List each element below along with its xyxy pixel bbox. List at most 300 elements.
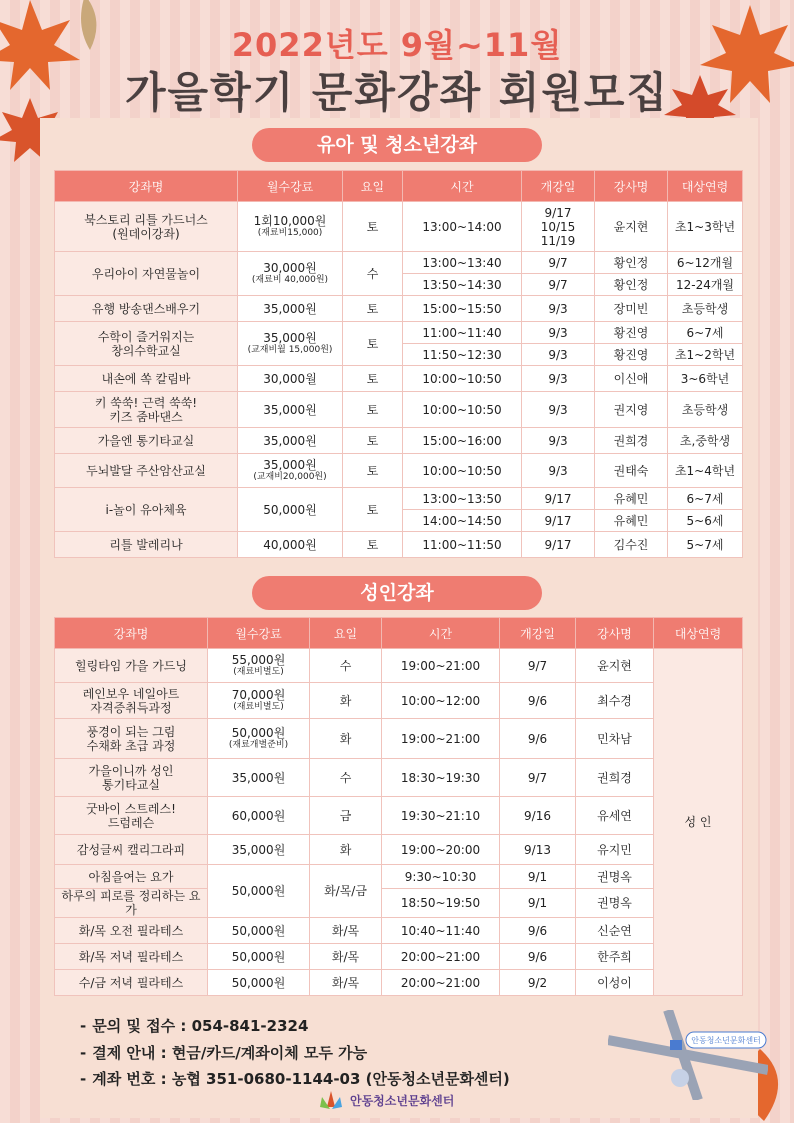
col-header-target: 대상연령 (668, 171, 743, 202)
fee-cell-text: 40,000원 (263, 537, 317, 552)
course-name-cell-text: 유행 방송댄스배우기 (91, 301, 201, 316)
youth-course-table (54, 170, 743, 558)
col-header-fee: 월수강료 (238, 171, 343, 202)
day-cell-text: 수 (339, 770, 352, 785)
start-cell-text: 9/16 (524, 808, 551, 823)
target-cell-text: 6~7세 (686, 491, 724, 506)
start-cell-text: 9/6 (527, 923, 548, 938)
fee-cell (208, 797, 310, 835)
fee-cell (208, 918, 310, 944)
time-cell (382, 970, 500, 996)
teacher-cell (595, 296, 668, 322)
course-name-cell-text: i-놀이 유아체육 (105, 502, 187, 517)
teacher-cell (576, 944, 654, 970)
day-cell-text: 화/목/금 (324, 884, 367, 898)
fee-cell-note: (재료비별도) (233, 667, 284, 677)
fee-cell-text: 30,000월 (263, 371, 317, 386)
course-name-cell-text: 가을이니까 성인 통기타교실 (88, 763, 174, 792)
time-cell (382, 719, 500, 759)
table-header-row (55, 171, 743, 202)
target-cell (668, 392, 743, 428)
time-cell-text: 10:00~10:50 (422, 463, 502, 478)
table-header-row (55, 618, 743, 649)
teacher-cell-text: 최수경 (597, 693, 632, 708)
teacher-cell-text: 장미빈 (613, 301, 649, 316)
adult-course-table (54, 617, 743, 996)
start-cell (500, 719, 576, 759)
start-cell (522, 488, 595, 510)
start-cell (522, 510, 595, 532)
time-cell-text: 19:00~20:00 (400, 842, 481, 857)
course-name-cell (55, 759, 208, 797)
day-cell-text: 화/목 (331, 923, 360, 938)
time-cell-text: 11:00~11:50 (422, 537, 502, 552)
fee-cell-note: (재료비별도) (233, 702, 284, 712)
teacher-cell (595, 454, 668, 488)
col-header-fee: 월수강료 (208, 618, 310, 649)
fee-cell-note: (교재비월 15,000원) (247, 345, 333, 355)
start-cell (522, 454, 595, 488)
course-name-cell-text: 리틀 발레리나 (109, 537, 183, 552)
start-cell (500, 970, 576, 996)
teacher-cell-text: 민차남 (597, 731, 632, 746)
start-cell-text: 9/7 (548, 277, 568, 292)
info-account (80, 1068, 510, 1089)
teacher-cell-text: 한주희 (597, 949, 632, 964)
day-cell (343, 202, 403, 252)
fee-cell (238, 322, 343, 366)
day-cell-text: 화 (339, 731, 352, 746)
fee-cell-text: 50,000원 (231, 949, 286, 964)
start-cell-text: 9/1 (527, 869, 548, 884)
bullet-dash: - (80, 1017, 87, 1035)
col-header-start: 개강일 (500, 618, 576, 649)
table-row (55, 488, 743, 510)
teacher-cell-text: 유세연 (597, 808, 632, 823)
start-cell (500, 649, 576, 683)
start-cell-text: 9/17 10/15 11/19 (540, 205, 576, 248)
time-cell-text: 14:00~14:50 (422, 513, 502, 528)
col-header-time: 시간 (382, 618, 500, 649)
col-header-target: 대상연령 (654, 618, 743, 649)
start-cell-text: 9/6 (527, 949, 548, 964)
start-cell (522, 428, 595, 454)
time-cell-text: 18:30~19:30 (400, 770, 481, 785)
course-name-cell (55, 366, 238, 392)
teacher-cell (576, 970, 654, 996)
day-cell (343, 488, 403, 532)
fee-cell-text: 35,000원 (263, 301, 317, 316)
start-cell-text: 9/17 (544, 491, 572, 506)
start-cell (500, 865, 576, 889)
course-name-cell (55, 889, 208, 918)
course-name-cell (55, 488, 238, 532)
start-cell (500, 797, 576, 835)
time-cell (382, 889, 500, 918)
fee-cell-note: (재료비 40,000원) (251, 275, 329, 285)
time-cell (403, 296, 522, 322)
time-cell-text: 20:00~21:00 (400, 975, 481, 990)
teacher-cell (576, 835, 654, 865)
col-header-course: 강좌명 (55, 171, 238, 202)
time-cell-text: 10:00~10:50 (422, 402, 502, 417)
teacher-cell (595, 344, 668, 366)
start-cell (500, 944, 576, 970)
teacher-cell-text: 권명옥 (597, 869, 632, 884)
col-header-day: 요일 (343, 171, 403, 202)
teacher-cell (576, 683, 654, 719)
fee-cell-text: 50,000원 (231, 726, 286, 740)
fee-cell (238, 532, 343, 558)
time-cell (382, 918, 500, 944)
day-cell (343, 296, 403, 322)
bullet-dash: - (80, 1044, 87, 1062)
fee-cell (238, 428, 343, 454)
time-cell (403, 344, 522, 366)
table-row (55, 322, 743, 344)
fee-cell (238, 296, 343, 322)
day-cell (310, 683, 382, 719)
teacher-cell (595, 532, 668, 558)
teacher-cell (595, 202, 668, 252)
teacher-cell-text: 권명옥 (597, 896, 632, 910)
target-cell-text: 5~6세 (686, 513, 724, 528)
time-cell (382, 797, 500, 835)
course-name-cell-text: 화/목 저녁 필라테스 (78, 949, 184, 964)
table-row (55, 296, 743, 322)
teacher-cell-text: 권희경 (613, 433, 649, 448)
course-name-cell-text: 레인보우 네일아트 자격증취득과정 (82, 686, 180, 715)
header-title: 가을학기 문화강좌 회원모집 (124, 68, 670, 117)
course-name-cell-text: 수학이 즐거워지는 창의수학교실 (97, 329, 195, 358)
day-cell (343, 428, 403, 454)
start-cell (500, 889, 576, 918)
start-cell-text: 9/17 (544, 537, 572, 552)
start-cell-text: 9/1 (527, 896, 548, 910)
course-name-cell-text: 가을엔 통기타교실 (97, 433, 195, 448)
col-header-time: 시간 (403, 171, 522, 202)
teacher-cell-text: 황인정 (613, 255, 649, 270)
col-header-teacher: 강사명 (595, 171, 668, 202)
fee-cell-text: 35,000원 (231, 842, 286, 857)
teacher-cell-text: 이성이 (597, 975, 632, 990)
day-cell-text: 수 (366, 266, 379, 281)
day-cell (310, 797, 382, 835)
start-cell (522, 344, 595, 366)
start-cell-text: 9/7 (548, 255, 568, 270)
section-title-adult: 성인강좌 (252, 576, 542, 610)
target-cell (668, 202, 743, 252)
day-cell (343, 454, 403, 488)
time-cell (403, 366, 522, 392)
target-cell (668, 366, 743, 392)
fee-cell (208, 944, 310, 970)
fee-cell-text: 1회10,000원 (253, 214, 327, 228)
time-cell (382, 649, 500, 683)
table-row (55, 918, 743, 944)
fee-cell-text: 55,000원 (231, 653, 286, 667)
time-cell-text: 13:00~14:00 (422, 219, 502, 234)
info-payment (80, 1042, 367, 1063)
fee-cell (238, 488, 343, 532)
course-name-cell-text: 굿바이 스트레스! 드럼레슨 (86, 801, 176, 830)
teacher-cell (576, 865, 654, 889)
time-cell-text: 10:00~12:00 (400, 693, 481, 708)
time-cell (403, 454, 522, 488)
start-cell-text: 9/6 (527, 731, 548, 746)
course-name-cell (55, 428, 238, 454)
teacher-cell (595, 510, 668, 532)
course-name-cell (55, 322, 238, 366)
teacher-cell-text: 권태숙 (613, 463, 649, 478)
target-cell (668, 344, 743, 366)
start-cell (500, 683, 576, 719)
fee-cell (238, 202, 343, 252)
table-row (55, 683, 743, 719)
target-cell-text: 3~6학년 (680, 371, 730, 386)
teacher-cell-text: 유혜민 (613, 491, 649, 506)
time-cell-text: 18:50~19:50 (400, 896, 481, 910)
time-cell (403, 428, 522, 454)
day-cell-text: 화 (339, 693, 352, 708)
start-cell (522, 296, 595, 322)
fee-cell (208, 683, 310, 719)
day-cell (343, 366, 403, 392)
table-row (55, 759, 743, 797)
time-cell-text: 10:40~11:40 (400, 923, 481, 938)
table-row (55, 252, 743, 274)
table-row (55, 797, 743, 835)
course-name-cell-text: 내손에 쏙 칼림바 (101, 371, 191, 386)
fee-cell (238, 366, 343, 392)
start-cell-text: 9/17 (544, 513, 572, 528)
teacher-cell-text: 권희경 (597, 770, 632, 785)
start-cell (522, 392, 595, 428)
table-row (55, 649, 743, 683)
day-cell (343, 322, 403, 366)
table-row (55, 202, 743, 252)
center-logo-icon (318, 1089, 344, 1111)
time-cell (382, 683, 500, 719)
day-cell (310, 944, 382, 970)
location-map (608, 1010, 768, 1100)
teacher-cell (595, 252, 668, 274)
table-row (55, 428, 743, 454)
day-cell-text: 토 (366, 463, 379, 478)
teacher-cell-text: 황인정 (613, 277, 649, 292)
start-cell-text: 9/3 (548, 463, 568, 478)
day-cell-text: 금 (339, 808, 352, 823)
day-cell-text: 화/목 (331, 975, 360, 990)
teacher-cell-text: 황진영 (613, 347, 649, 362)
day-cell-text: 화/목 (331, 949, 360, 964)
start-cell-text: 9/3 (548, 325, 568, 340)
fee-cell-text: 50,000원 (263, 502, 317, 517)
fee-cell-text: 35,000원 (263, 402, 317, 417)
day-cell-text: 수 (339, 658, 352, 673)
target-cell-text: 초,중학생 (679, 433, 731, 448)
day-cell-text: 토 (366, 537, 379, 552)
time-cell (403, 488, 522, 510)
fee-cell-text: 35,000원 (263, 331, 317, 345)
start-cell-text: 9/3 (548, 301, 568, 316)
target-cell (668, 296, 743, 322)
fee-cell (238, 392, 343, 428)
day-cell (343, 252, 403, 296)
start-cell (500, 918, 576, 944)
start-cell-text: 9/3 (548, 347, 568, 362)
start-cell-text: 9/13 (524, 842, 551, 857)
day-cell-text: 토 (366, 502, 379, 517)
course-name-cell (55, 918, 208, 944)
time-cell-text: 11:50~12:30 (422, 347, 502, 362)
time-cell-text: 19:30~21:10 (400, 808, 481, 823)
course-name-cell (55, 835, 208, 865)
teacher-cell (595, 366, 668, 392)
day-cell-text: 토 (366, 402, 379, 417)
target-cell-text: 6~7세 (686, 325, 724, 340)
time-cell-text: 15:00~15:50 (422, 301, 502, 316)
teacher-cell (576, 797, 654, 835)
target-cell-text: 초1~4학년 (674, 463, 736, 478)
teacher-cell-text: 권지영 (613, 402, 649, 417)
target-cell-text: 초1~3학년 (674, 219, 736, 234)
course-name-cell (55, 944, 208, 970)
course-name-cell (55, 865, 208, 889)
day-cell (310, 865, 382, 918)
col-header-course: 강좌명 (55, 618, 208, 649)
table-row (55, 970, 743, 996)
course-name-cell-text: 수/금 저녁 필라테스 (78, 975, 184, 990)
fee-cell-text: 35,000원 (263, 433, 317, 448)
target-cell (668, 488, 743, 510)
time-cell (403, 322, 522, 344)
col-header-start: 개강일 (522, 171, 595, 202)
table-row (55, 944, 743, 970)
course-name-cell (55, 797, 208, 835)
info-contact (80, 1015, 308, 1036)
start-cell (522, 252, 595, 274)
time-cell-text: 19:00~21:00 (400, 658, 481, 673)
course-name-cell-text: 풍경이 되는 그림 수채화 초급 과정 (86, 724, 176, 753)
table-row (55, 889, 743, 918)
teacher-cell (576, 719, 654, 759)
teacher-cell (576, 759, 654, 797)
start-cell-text: 9/6 (527, 693, 548, 708)
start-cell (500, 835, 576, 865)
time-cell-text: 9:30~10:30 (404, 869, 477, 884)
table-row (55, 454, 743, 488)
teacher-cell (576, 649, 654, 683)
start-cell (522, 366, 595, 392)
table-row (55, 835, 743, 865)
teacher-cell (576, 918, 654, 944)
start-cell-text: 9/7 (527, 658, 548, 673)
footer-logo (318, 1088, 454, 1112)
teacher-cell-text: 유지민 (597, 842, 632, 857)
table-row (55, 392, 743, 428)
info-contact-text: 문의 및 접수 : 054-841-2324 (92, 1017, 309, 1035)
teacher-cell-text: 신순연 (597, 923, 632, 938)
start-cell-text: 9/3 (548, 371, 568, 386)
course-name-cell-text: 화/목 오전 필라테스 (78, 923, 184, 938)
course-name-cell (55, 970, 208, 996)
course-name-cell-text: 감성글씨 캘리그라피 (76, 842, 186, 857)
day-cell (310, 649, 382, 683)
start-cell-text: 9/3 (548, 402, 568, 417)
time-cell-text: 20:00~21:00 (400, 949, 481, 964)
fee-cell (208, 970, 310, 996)
teacher-cell-text: 이신애 (613, 371, 649, 386)
target-cell-text: 초등학생 (681, 402, 729, 417)
fee-cell (238, 252, 343, 296)
day-cell (343, 532, 403, 558)
fee-cell-text: 50,000원 (231, 923, 286, 938)
footer-logo-text: 안동청소년문화센터 (350, 1093, 455, 1108)
fee-cell (238, 454, 343, 488)
time-cell-text: 10:00~10:50 (422, 371, 502, 386)
time-cell (403, 274, 522, 296)
course-name-cell-text: 힐링타임 가을 가드닝 (75, 658, 187, 673)
table-row (55, 532, 743, 558)
fee-cell (208, 865, 310, 918)
teacher-cell (595, 322, 668, 344)
target-cell (668, 532, 743, 558)
target-cell (668, 252, 743, 274)
teacher-cell (595, 274, 668, 296)
fee-cell-note: (재료개별준비) (228, 740, 289, 750)
time-cell (382, 835, 500, 865)
target-cell-text: 6~12개월 (676, 255, 734, 270)
time-cell (403, 510, 522, 532)
target-cell (668, 510, 743, 532)
target-cell (668, 454, 743, 488)
course-name-cell (55, 683, 208, 719)
info-payment-text: 결제 안내 : 현금/카드/계좌이체 모두 가능 (92, 1044, 368, 1062)
time-cell (403, 252, 522, 274)
course-name-cell-text: 북스토리 리틀 가드너스 (원데이강좌) (84, 212, 208, 241)
map-location-label: 안동청소년문화센터 (691, 1036, 761, 1045)
day-cell-text: 토 (366, 301, 379, 316)
course-name-cell (55, 532, 238, 558)
time-cell-text: 19:00~21:00 (400, 731, 481, 746)
teacher-cell (576, 889, 654, 918)
info-account-text: 계좌 번호 : 농협 351-0680-1144-03 (안동청소년문화센터) (92, 1070, 510, 1088)
course-name-cell-text: 두뇌발달 주산암산교실 (86, 463, 206, 478)
day-cell (310, 835, 382, 865)
fee-cell-note: (재료비15,000) (257, 228, 323, 238)
teacher-cell-text: 김수진 (613, 537, 649, 552)
course-name-cell-text: 아침을여는 요가 (88, 869, 174, 884)
teacher-cell (595, 392, 668, 428)
day-cell-text: 토 (366, 371, 379, 386)
teacher-cell (595, 488, 668, 510)
fee-cell-text: 70,000원 (231, 688, 286, 702)
target-cell-adult-text: 성 인 (684, 815, 712, 829)
day-cell-text: 토 (366, 336, 379, 351)
day-cell (310, 719, 382, 759)
start-cell-text: 9/2 (527, 975, 548, 990)
time-cell-text: 13:00~13:40 (422, 255, 502, 270)
day-cell (343, 392, 403, 428)
col-header-teacher: 강사명 (576, 618, 654, 649)
target-cell-text: 초1~2학년 (674, 347, 736, 362)
fee-cell-text: 50,000원 (231, 975, 286, 990)
course-name-cell (55, 392, 238, 428)
day-cell-text: 화 (339, 842, 352, 857)
table-row (55, 719, 743, 759)
header-period: 2022년도 9월~11월 (231, 26, 563, 64)
